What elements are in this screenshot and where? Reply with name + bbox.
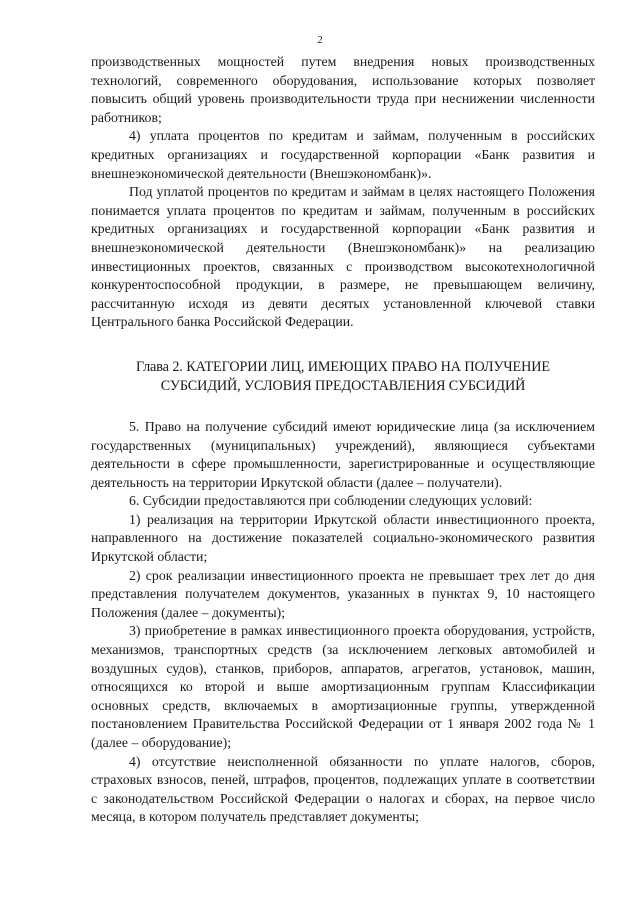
chapter-heading [91, 358, 595, 396]
chapter-heading-line-2: СУБСИДИЙ, УСЛОВИЯ ПРЕДОСТАВЛЕНИЯ СУБСИДИЙ [160, 377, 526, 394]
paragraph-clause-5: 5. Право на получение субсидий имеют юридические лица (за исключением государственных (муниципальных) учреждений), являющиеся субъектами деятельности в сфере промышленности, зарегистрированные и осуществляющие деятельность на территории Иркутской области (далее – получатели). [91, 418, 595, 490]
paragraph-condition-2: 2) срок реализации инвестиционного проекта не превышает трех лет до дня представления получателем документов, указанных в пунктах 9, 10 настоящего Положения (далее – документы); [91, 567, 595, 620]
paragraph-item-4-interest: 4) уплата процентов по кредитам и займам, полученным в российских кредитных организациях и государственной корпорации «Банк развития и внешнеэкономической деятельности (Внешэкономбанк)». [91, 128, 595, 181]
paragraph-condition-1: 1) реализация на территории Иркутской области инвестиционного проекта, направленного на достижение показателей социально-экономического развития Иркутской области; [91, 511, 595, 565]
paragraph-continuation: производственных мощностей путем внедрения новых производственных технологий, современного оборудования, использование которых позволяет повысить общий уровень производительности труда при неснижении численности работников; [91, 54, 595, 125]
page-number: 2 [317, 34, 323, 46]
paragraph-interest-definition: Под уплатой процентов по кредитам и займам в целях настоящего Положения понимается уплата процентов по кредитам и займам, полученным в российских кредитных организациях и государственной корпорации «Банк развития и внешнеэкономической деятельности (Внешэкономбанк)» на реализацию инвестиционных проектов, связанных с производством высокотехнологичной конкурентоспособной продукции, в размере, не превышающем величину, рассчитанную исходя из девяти десятых установленной ключевой ставки Центрального банка Российской Федерации. [91, 184, 595, 330]
paragraph-clause-6: 6. Субсидии предоставляются при соблюдении следующих условий: [129, 493, 533, 509]
document-body [91, 53, 595, 827]
chapter-heading-line-1: Глава 2. КАТЕГОРИИ ЛИЦ, ИМЕЮЩИХ ПРАВО НА ПОЛУЧЕНИЕ [136, 358, 550, 375]
paragraph-condition-4: 4) отсутствие неисполненной обязанности по уплате налогов, сборов, страховых взносов, пеней, штрафов, процентов, подлежащих уплате в соответствии с законодательством Российской Федерации о налогах и сборах, на первое число месяца, в котором получатель представляет документы; [91, 753, 595, 825]
paragraph-condition-3: 3) приобретение в рамках инвестиционного проекта оборудования, устройств, механизмов, транспортных средств (за исключением легковых автомобилей и воздушных судов), станков, приборов, аппаратов, агрегатов, установок, машин, относящихся ко второй и выше амортизационным группам Классификации основных средств, включаемых в амортизационные группы, утвержденной постановлением Правительства Российской Федерации от 1 января 2002 года № 1 (далее – оборудование); [91, 623, 595, 750]
